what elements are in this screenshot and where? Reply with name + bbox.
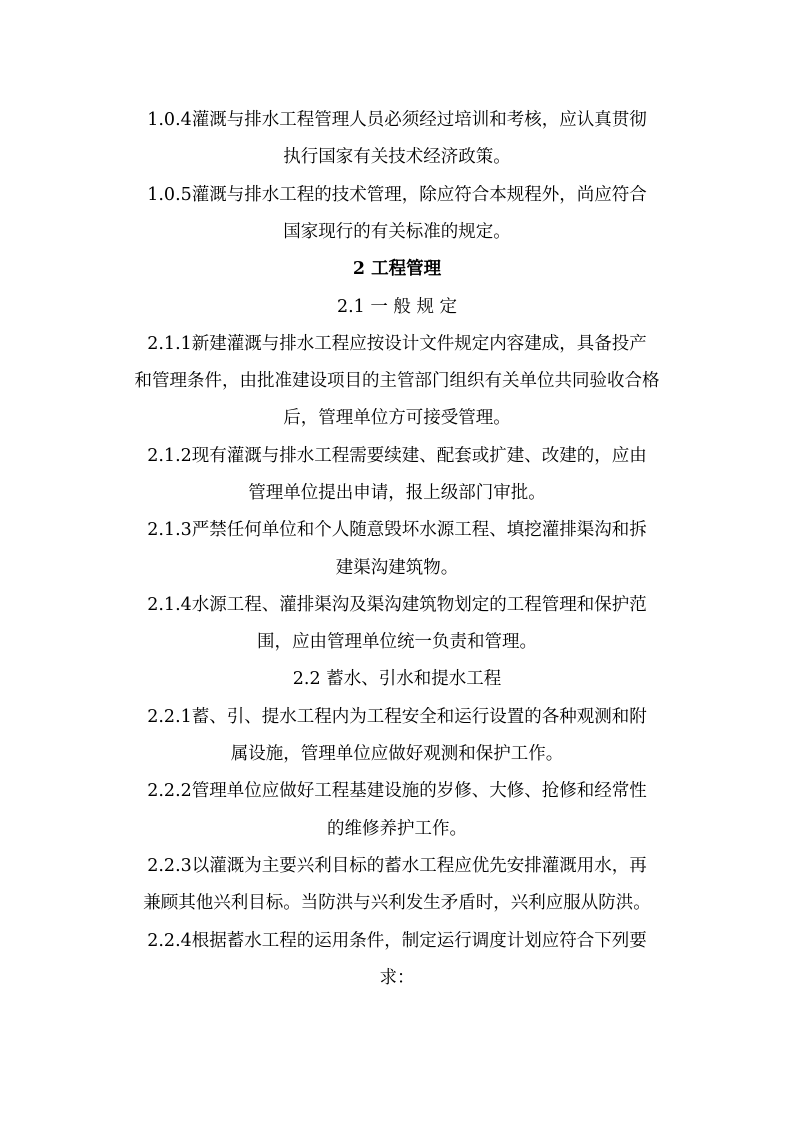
clause-1-0-4-line-2: 执行国家有关技术经济政策。: [283, 147, 511, 167]
clause-2-2-2-line-2: 的维修养护工作。: [327, 819, 467, 839]
clause-2-2-3-line-1: 2.2.3以灌溉为主要兴利目标的蓄水工程应优先安排灌溉用水，再: [147, 856, 647, 876]
clause-2-1-1-line-3: 后，管理单位方可接受管理。: [283, 408, 511, 428]
clause-2-1-1-line-2: 和管理条件，由批准建设项目的主管部门组织有关单位共同验收合格: [134, 371, 660, 391]
section-2-1-heading: 2.1 一 般 规 定: [336, 297, 458, 317]
section-2-2-heading: 2.2 蓄水、引水和提水工程: [292, 669, 502, 689]
clause-1-0-5-line-2: 国家现行的有关标准的规定。: [283, 222, 511, 242]
clause-2-1-4-line-1: 2.1.4水源工程、灌排渠沟及渠沟建筑物划定的工程管理和保护范: [147, 595, 647, 615]
clause-2-1-4-line-2: 围，应由管理单位统一负责和管理。: [257, 632, 537, 652]
clause-2-2-2-line-1: 2.2.2管理单位应做好工程基建设施的岁修、大修、抢修和经常性: [147, 781, 647, 801]
clause-2-2-3-line-2: 兼顾其他兴利目标。当防洪与兴利发生矛盾时，兴利应服从防洪。: [143, 893, 651, 913]
clause-2-2-1-line-1: 2.2.1蓄、引、提水工程内为工程安全和运行设置的各种观测和附: [147, 707, 647, 727]
clause-2-1-3-line-1: 2.1.3严禁任何单位和个人随意毁坏水源工程、填挖灌排渠沟和拆: [147, 520, 647, 540]
clause-2-1-1-line-1: 2.1.1新建灌溉与排水工程应按设计文件规定内容建成，具备投产: [147, 334, 647, 354]
clause-1-0-5-line-1: 1.0.5灌溉与排水工程的技术管理，除应符合本规程外，尚应符合: [147, 185, 647, 205]
clause-2-2-4-line-2: 求：: [379, 968, 415, 988]
clause-2-2-4-line-1: 2.2.4根据蓄水工程的运用条件，制定运行调度计划应符合下列要: [147, 931, 647, 951]
clause-1-0-4-line-1: 1.0.4灌溉与排水工程管理人员必须经过培训和考核，应认真贯彻: [147, 110, 647, 130]
clause-2-2-1-line-2: 属设施，管理单位应做好观测和保护工作。: [230, 744, 564, 764]
clause-2-1-3-line-2: 建渠沟建筑物。: [335, 558, 459, 578]
chapter-heading: 2 工程管理: [352, 259, 442, 279]
clause-2-1-2-line-1: 2.1.2现有灌溉与排水工程需要续建、配套或扩建、改建的，应由: [147, 446, 647, 466]
clause-2-1-2-line-2: 管理单位提出申请，报上级部门审批。: [248, 483, 546, 503]
